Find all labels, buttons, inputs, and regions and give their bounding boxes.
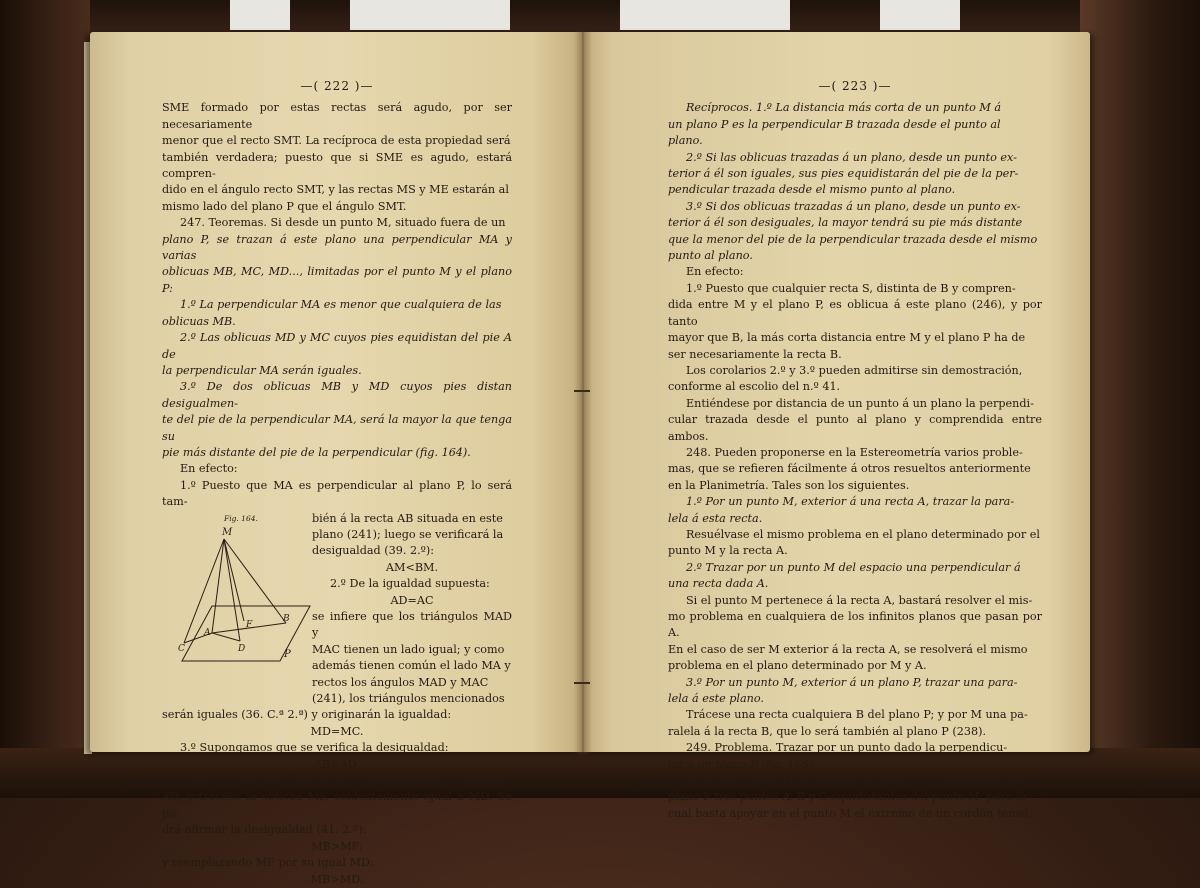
text-line: drá afirmar la desigualdad (41. 2.º): — [162, 823, 367, 837]
text-line: terior á él son desiguales, la mayor tendrá su pie más distante — [668, 216, 1023, 230]
point-label: F — [246, 619, 253, 630]
text-line: plano P, se trazan á este plano una perpendicular MA y varias — [162, 232, 512, 263]
text-line: pendicular trazada desde el mismo punto al plano. — [668, 183, 956, 197]
text-line: también verdadera; puesto que si SME es agudo, estará compren- — [162, 150, 512, 181]
formula: MD=MC. — [310, 724, 364, 738]
text-line: punto al plano. — [668, 249, 753, 263]
text-line: 2.º Las oblicuas MD y MC cuyos pies equidistan del pie A de — [162, 331, 512, 361]
formula: AD=AC — [390, 593, 434, 607]
text-line: mas, que se refieren fácilmente á otros resueltos anteriormente — [668, 462, 1031, 476]
text-line: 1.º Puesto que cualquier recta S, distinta de B y compren- — [686, 281, 1016, 295]
background-gap — [350, 0, 510, 30]
text-line: mo problema en cualquiera de los infinitos planos que pasan por A. — [668, 610, 1042, 640]
text-line: 1.º La perpendicular MA es menor que cualquiera de las — [180, 298, 502, 312]
text-line: plano. — [668, 134, 703, 148]
text-line: SME formado por estas rectas será agudo, por ser necesariamente — [162, 101, 512, 131]
text-line: En efecto: — [180, 462, 238, 476]
formula: MB>MF; — [311, 839, 363, 853]
text-line: MAC tienen un lado igual; y como — [312, 642, 505, 656]
text-line: Entiéndese por distancia de un punto á un plano la perpendi- — [686, 396, 1034, 410]
figure-label: Fig. 164. — [224, 513, 258, 523]
formula: AB>AD. — [314, 757, 360, 771]
text-line: Recíprocos. 1.º La distancia más corta de un punto M á — [686, 101, 1002, 115]
text-line: Resuélvase el mismo problema en el plano determinado por el — [686, 527, 1040, 541]
binding-thread — [574, 390, 590, 392]
book-gutter — [574, 32, 592, 754]
text-line: Tómese sobre AB, á partir de A, una magnitud AF igual á — [180, 774, 505, 788]
binding-thread — [574, 682, 590, 684]
text-line: plano P tres puntos A, B y C equidistantes del punto M; para lo — [668, 790, 1027, 804]
formula: AM<BM. — [385, 560, 439, 574]
text-line: te del pie de la perpendicular MA, será la mayor la que tenga su — [162, 413, 512, 443]
geometry-diagram — [162, 511, 312, 691]
text-line: mayor que B, la más corta distancia entre M y el plano P ha de — [668, 331, 1026, 345]
point-label: M — [222, 526, 233, 538]
right-page — [582, 32, 1090, 820]
text-line: Trácese una recta cualquiera B del plano P; y por M una pa- — [686, 708, 1028, 722]
page-number: —( 222 )— — [300, 79, 374, 93]
text-line: cular trazada desde el punto al plano y comprendida entre ambos. — [668, 413, 1042, 443]
text-line: oblicuas MB. — [162, 314, 236, 328]
text-line: ralela á la recta B, que lo será también al plano P (238). — [668, 724, 987, 738]
formula: MB>MD. — [310, 872, 364, 886]
text-line: terior á él son iguales, sus pies equidistarán del pie de la per- — [668, 167, 1019, 181]
point-label: C — [178, 643, 185, 654]
text-line: En efecto: — [686, 265, 744, 279]
text-line: En el caso de ser M exterior á la recta A, se resolverá el mismo — [668, 642, 1028, 656]
figure-side-text — [312, 511, 512, 708]
text-line: además tienen común el lado MA y — [312, 659, 511, 673]
text-line: Los corolarios 2.º y 3.º pueden admitirse sin demostración, — [686, 363, 1023, 377]
text-line: bién á la recta AB situada en este — [312, 511, 503, 525]
text-line: 1.º Puesto que MA es perpendicular al plano P, lo será tam- — [162, 478, 512, 509]
text-line: Si el punto M pertenece á la recta A, bastará resolver el mis- — [686, 593, 1033, 607]
stand-left — [0, 0, 90, 798]
point-label: B — [283, 613, 290, 624]
open-book — [84, 32, 1096, 886]
text-line: se infiere que los triángulos MAD y — [312, 610, 512, 640]
text-line: en la Planimetría. Tales son los siguientes. — [668, 478, 910, 492]
text-line: 3.º Por un punto M, exterior á un plano P, trazar una para- — [686, 675, 1018, 689]
text-line: rectos los ángulos MAD y MAC — [312, 675, 489, 689]
text-line: cual basta apoyar en el punto M el extremo de un cordón tenso, — [668, 806, 1032, 820]
text-line: dido en el ángulo recto SMT, y las rectas MS y ME estarán al — [162, 183, 509, 197]
text-line: 2.º Trazar por un punto M del espacio una perpendicular á — [686, 560, 1021, 574]
text-line: plano (241); luego se verificará la — [312, 527, 504, 541]
left-page — [90, 32, 582, 886]
text-line: serán iguales (36. C.ª 2.ª) y originarán la igualdad: — [162, 708, 452, 722]
text-line: dida entre M y el plano P, es oblicua á este plano (246), y por tanto — [668, 298, 1042, 328]
problem-heading: 249. Problema. Trazar por un punto dado la perpendicu- — [686, 741, 1008, 755]
text-line: punto M y la recta A. — [668, 544, 788, 558]
page-number: —( 223 )— — [818, 79, 892, 93]
text-line: lar á un plano P (fig. 165). — [668, 757, 817, 771]
text-line: Si el punto dado M es exterior al plano P, se determinan en el — [686, 774, 1036, 788]
text-line: desigualdad (39. 2.º): — [312, 544, 435, 558]
text-line: conforme al escolio del n.º 41. — [668, 380, 841, 394]
figure-164 — [162, 511, 312, 691]
text-line: 3.º Si dos oblicuas trazadas á un plano, desde un punto ex- — [686, 199, 1021, 213]
text-line: 3.º Supongamos que se verifica la desigualdad: — [180, 741, 449, 755]
point-label: A — [204, 627, 211, 638]
background-gap — [880, 0, 960, 30]
text-line: 2.º De la igualdad supuesta: — [330, 577, 490, 591]
background-gap — [620, 0, 790, 30]
text-line: un plano P es la perpendicular B trazada desde el punto al — [668, 117, 1001, 131]
text-line: y reemplazando MF por su igual MD: — [162, 856, 374, 870]
text-line: oblicuas MB, MC, MD..., limitadas por el punto M y el plano P: — [162, 265, 512, 295]
text-line: lela á esta recta. — [668, 511, 763, 525]
figure-row — [162, 511, 512, 708]
text-line: 2.º Si las oblicuas trazadas á un plano, desde un punto ex- — [686, 150, 1017, 164]
point-label: D — [238, 643, 246, 654]
stand-right — [1080, 0, 1200, 798]
text-line: lela á este plano. — [668, 692, 764, 706]
text-line: 1.º Por un punto M, exterior á una recta A, trazar la para- — [686, 495, 1015, 509]
text-line: mismo lado del plano P que el ángulo SMT. — [162, 199, 407, 213]
point-label: P — [284, 648, 291, 660]
text-line: menor que el recto SMT. La recíproca de esta propiedad será — [162, 134, 511, 148]
text-line: la perpendicular MA serán iguales. — [162, 363, 362, 377]
text-line: (241), los triángulos mencionados — [312, 692, 505, 706]
text-line: una recta dada A. — [668, 577, 769, 591]
text-line: ser necesariamente la recta B. — [668, 347, 842, 361]
text-line: pie más distante del pie de la perpendicular (fig. 164). — [162, 445, 471, 459]
text-line: que la menor del pie de la perpendicular trazada desde el mismo — [668, 232, 1038, 246]
text-line: problema en el plano determinado por M y A. — [668, 659, 927, 673]
text-line: 3.º De dos oblicuas MB y MD cuyos pies distan desigualmen- — [162, 380, 512, 410]
text-line: 248. Pueden proponerse en la Estereometría varios proble- — [686, 445, 1023, 459]
theorem-heading: 247. Teoremas. Si desde un punto M, situado fuera de un — [180, 216, 506, 230]
text-line: AD, y trácese la oblicua MF, evidentemente igual á MD. Se po- — [162, 790, 512, 820]
background-gap — [230, 0, 290, 30]
